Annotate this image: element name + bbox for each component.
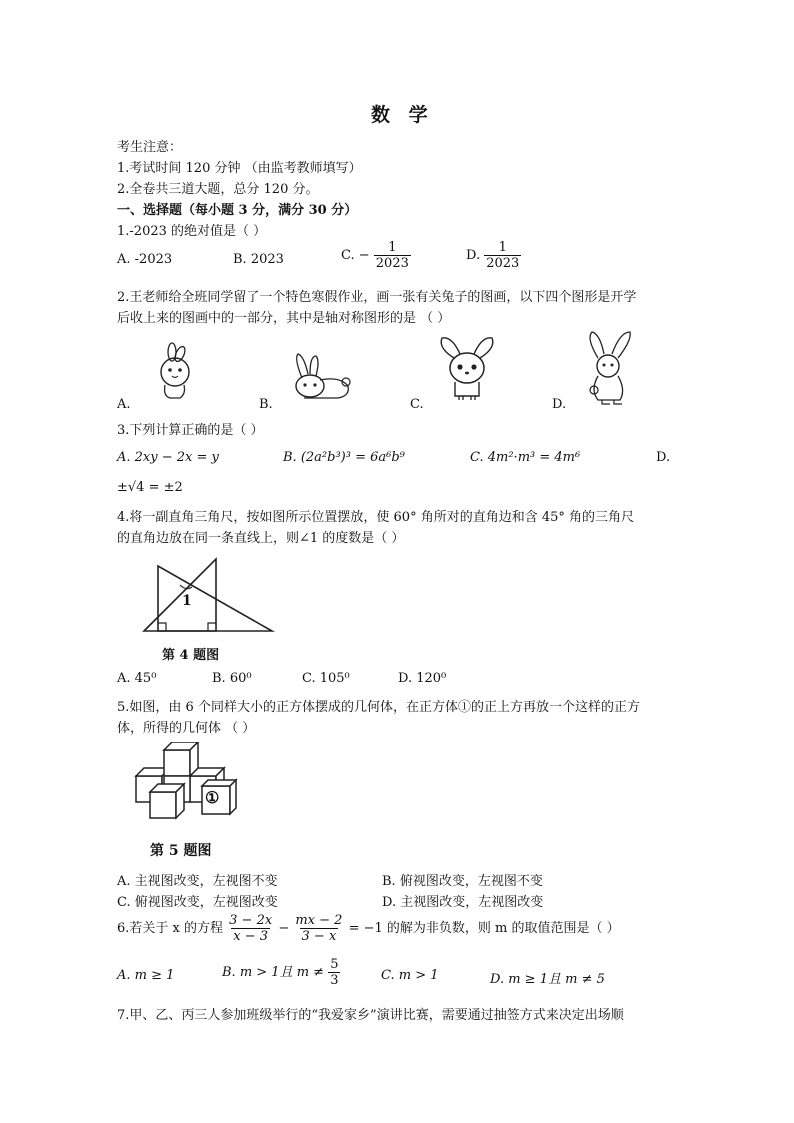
q6-fraction-1: $\frac{3 - 2x}{x - 3}$ — [229, 913, 273, 944]
q7-stem-line-1: 7.甲、乙、丙三人参加班级举行的“我爱家乡”演讲比赛，需要通过抽签方式来决定出场顺 — [117, 1008, 624, 1023]
section-heading: 一、选择题（每小题 3 分，满分 30 分） — [117, 203, 358, 218]
q5-stem-line-1: 5.如图，由 6 个同样大小的正方体摆成的几何体，在正方体①的正上方再放一个这样的正方 — [117, 700, 640, 715]
q1-option-b: B. 2023 — [233, 252, 284, 267]
q6-fraction-2: $\frac{mx - 2}{3 - x}$ — [295, 913, 343, 944]
q1-option-c — [341, 240, 411, 271]
q1-option-a: A. -2023 — [117, 252, 173, 267]
angle-1-label: 1 — [182, 593, 192, 609]
q6-option-d: D. m ≥ 1且 m ≠ 5 — [490, 972, 605, 987]
q5-stem-line-2: 体，所得的几何体 （ ） — [117, 721, 256, 736]
q5-option-c: C. 俯视图改变，左视图改变 — [117, 895, 278, 910]
q6-minus-sign: − — [278, 921, 290, 936]
q6-stem-prefix: 6.若关于 x 的方程 — [117, 921, 223, 936]
q6-option-b-label: B. m > 1且 m ≠ — [222, 965, 325, 980]
q1-option-c-fraction: $\frac{1}{2023}$ — [375, 240, 409, 271]
figure-5-caption: 第 5 题图 — [150, 843, 212, 859]
q5-option-b: B. 俯视图改变，左视图不变 — [382, 874, 543, 889]
q4-stem-line-2: 的直角边放在同一条直线上，则∠1 的度数是（ ） — [117, 531, 405, 546]
q6-stem — [117, 913, 620, 944]
notice-heading: 考生注意： — [117, 140, 183, 155]
rabbit-image-d — [580, 328, 640, 406]
page-title: 数 学 — [371, 104, 434, 126]
q6-option-c: C. m > 1 — [381, 968, 439, 983]
q3-option-d-expression: ±√4 = ±2 — [117, 480, 183, 495]
q2-option-b: B. — [259, 397, 273, 412]
q6-option-b — [222, 957, 340, 988]
notice-line-2: 2.全卷共三道大题，总分 120 分。 — [117, 182, 319, 197]
q1-option-d — [466, 240, 521, 271]
q4-stem-line-1: 4.将一副直角三角尺，按如图所示位置摆放，使 60° 角所对的直角边和含 45° 角的三角尺 — [117, 510, 635, 525]
q2-stem-line-2: 后收上来的图画中的一部分，其中是轴对称图形的是 （ ） — [117, 311, 451, 326]
q3-stem: 3.下列计算正确的是（ ） — [117, 423, 264, 438]
q3-option-b: B. (2a²b³)³ = 6a⁶b⁹ — [283, 450, 405, 465]
q1-option-d-label: D. — [466, 248, 481, 263]
q5-option-d: D. 主视图改变，左视图改变 — [382, 895, 544, 910]
rabbit-image-c — [436, 336, 498, 402]
q3-option-c: C. 4m²·m³ = 4m⁶ — [470, 450, 581, 465]
cube-1-label: ① — [205, 788, 220, 807]
notice-line-1: 1.考试时间 120 分钟 （由监考教师填写） — [117, 161, 362, 176]
q6-stem-suffix: = −1 的解为非负数，则 m 的取值范围是（ ） — [348, 921, 620, 936]
q2-option-c: C. — [410, 397, 424, 412]
q6-option-a: A. m ≥ 1 — [117, 968, 175, 983]
q4-option-d: D. 120⁰ — [398, 671, 447, 686]
q1-option-c-label: C. − — [341, 248, 370, 263]
rabbit-image-b — [290, 352, 352, 402]
cubes-figure — [130, 742, 240, 822]
q2-stem-line-1: 2.王老师给全班同学留了一个特色寒假作业，画一张有关兔子的图画，以下四个图形是开学 — [117, 290, 637, 305]
q5-option-a: A. 主视图改变，左视图不变 — [117, 874, 278, 889]
figure-4-caption: 第 4 题图 — [162, 648, 220, 663]
triangles-figure — [140, 551, 280, 636]
q3-option-d: D. — [656, 450, 671, 465]
q4-option-c: C. 105⁰ — [302, 671, 350, 686]
q1-stem: 1.-2023 的绝对值是（ ） — [117, 224, 267, 239]
q6-option-b-fraction: $\frac{5}{3}$ — [330, 957, 339, 988]
q4-option-b: B. 60⁰ — [212, 671, 252, 686]
q1-option-d-fraction: $\frac{1}{2023}$ — [486, 240, 520, 271]
q2-option-a: A. — [117, 397, 131, 412]
q2-option-d: D. — [552, 397, 567, 412]
rabbit-image-a — [148, 342, 200, 404]
q3-option-a: A. 2xy − 2x = y — [117, 450, 219, 465]
q4-option-a: A. 45⁰ — [117, 671, 157, 686]
